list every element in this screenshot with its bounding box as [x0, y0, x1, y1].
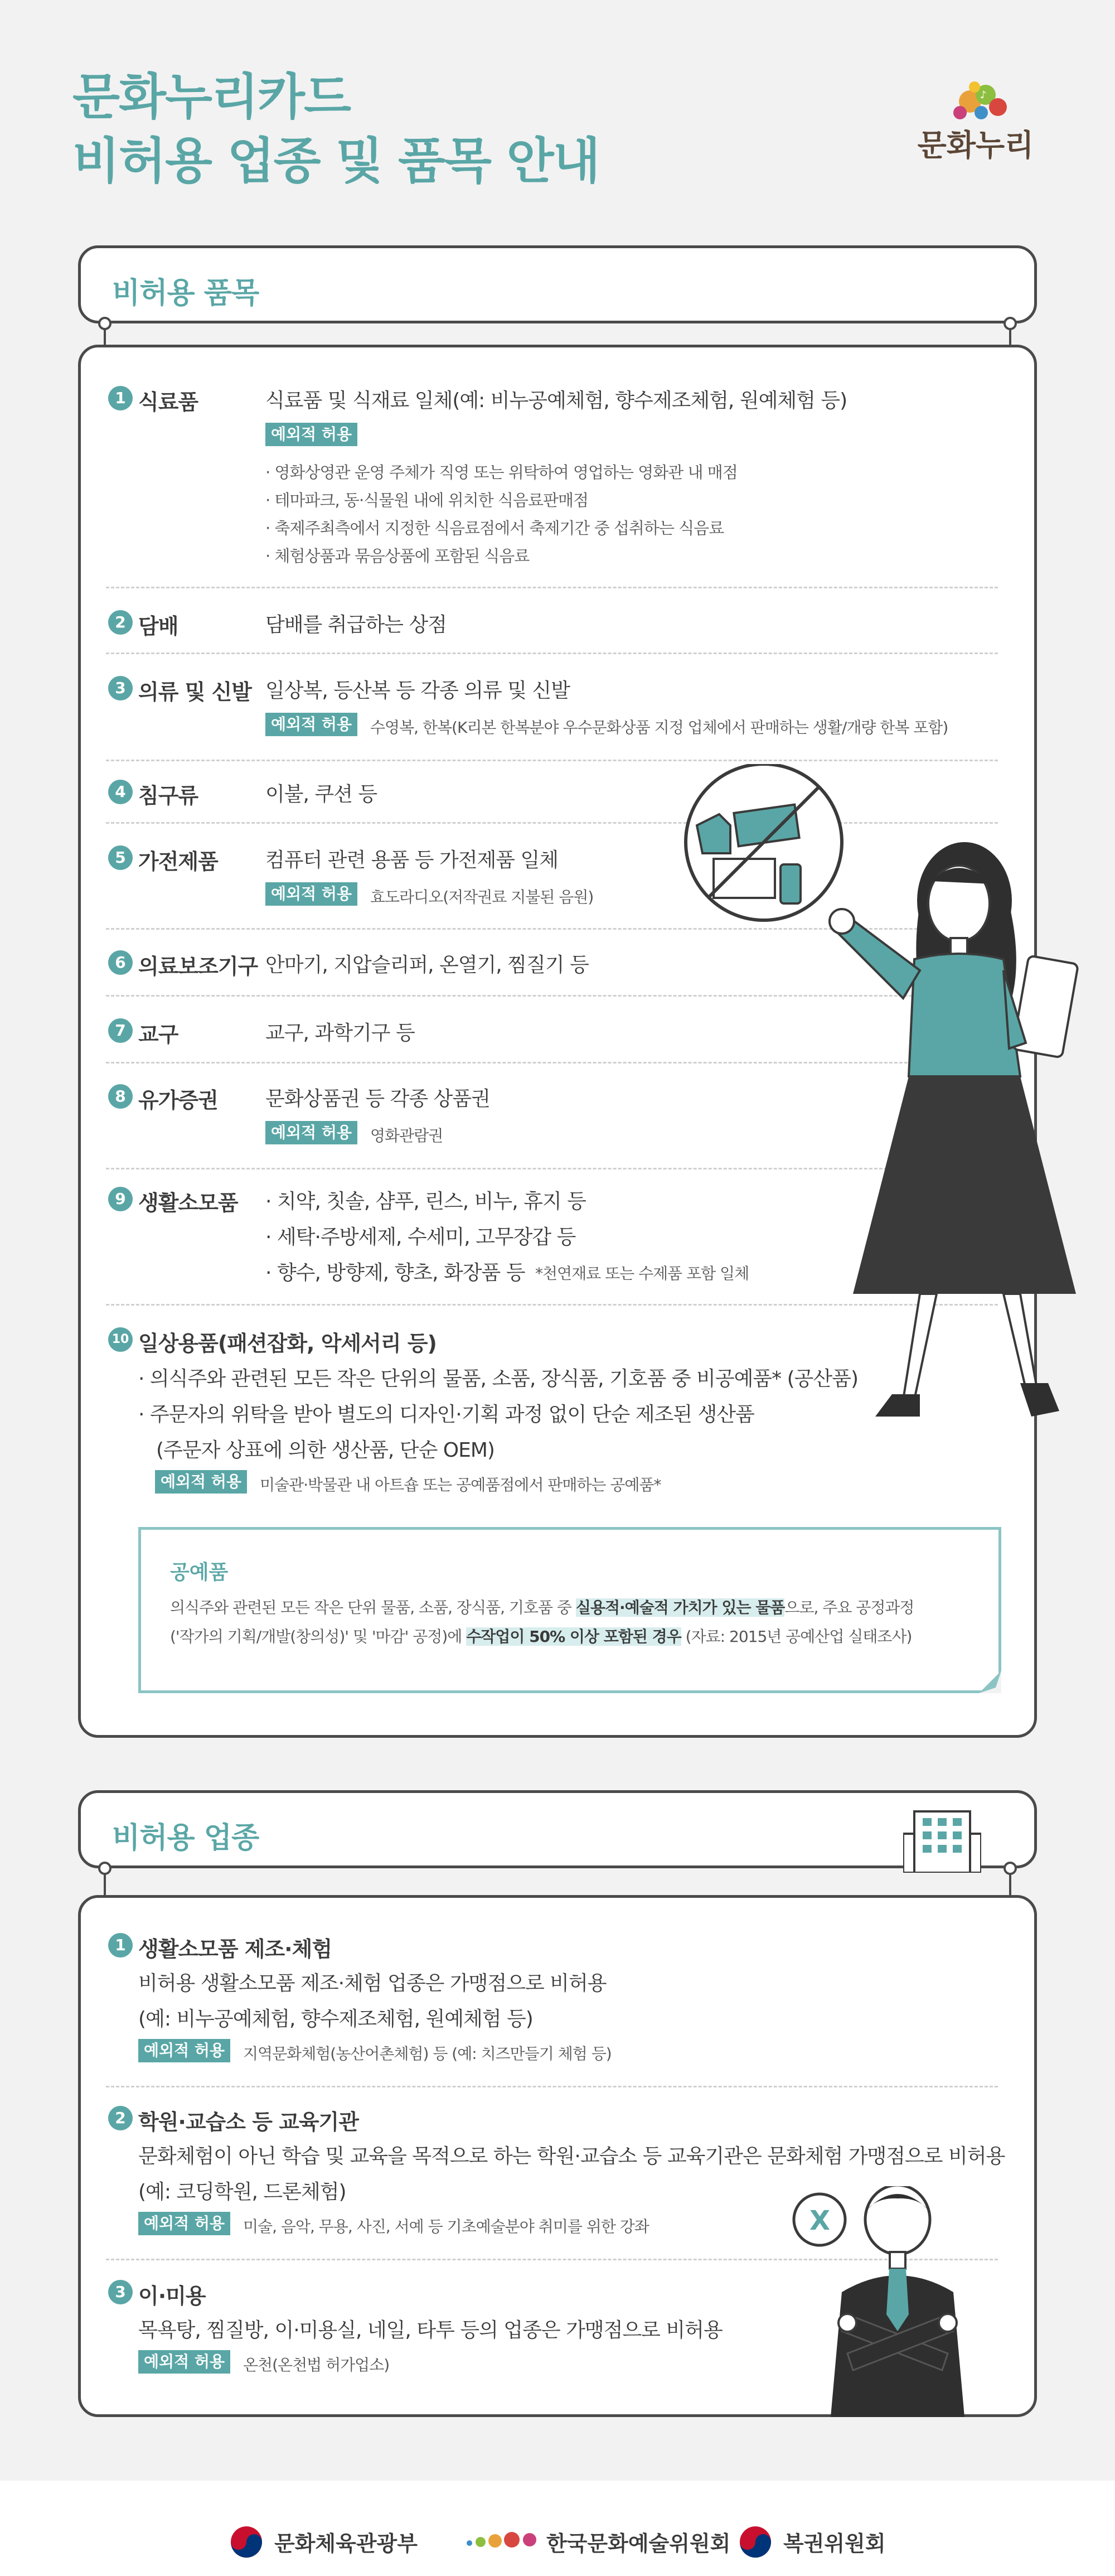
- business-label: 학원·교습소 등 교육기관: [138, 2110, 358, 2134]
- exception-tag: 예외적 허용: [155, 1470, 247, 1494]
- row-number-badge: 1: [108, 386, 133, 410]
- note-line-2: ('작가의 기획/개발(창의성)' 및 '마감' 공정)에 수작업이 50% 이상 포함된 경우 (자료: 2015년 공예산업 실태조사): [170, 1627, 912, 1646]
- page-title-line1: 문화누리카드: [72, 68, 351, 125]
- row-number-badge: 6: [108, 950, 133, 975]
- business-label: 이·미용: [138, 2284, 206, 2308]
- footer-org-mcst: 문화체육관광부: [274, 2531, 418, 2556]
- item-label: 의류 및 신발: [138, 680, 251, 704]
- business-label: 생활소모품 제조·체험: [138, 1937, 332, 1961]
- row-divider: [106, 653, 998, 654]
- item-label: 의료보조기구: [138, 954, 258, 979]
- row-number-badge: 3: [108, 676, 133, 700]
- arko-logo-icon: [463, 2531, 546, 2553]
- prohibited-items-icon: [686, 764, 842, 920]
- item-line: · 주문자의 위탁을 받아 별도의 디자인·기획 과정 없이 단순 제조된 생산품: [138, 1403, 754, 1426]
- craft-definition-box: [138, 1527, 1001, 1693]
- exception-tag: 예외적 허용: [138, 2350, 230, 2374]
- row-number-badge: 5: [108, 845, 133, 870]
- business-section-banner: [78, 1790, 1037, 1868]
- woman-presenter-illustration: [669, 764, 1104, 1478]
- row-number-badge: 9: [108, 1187, 133, 1211]
- exception-text: 효도라디오(저작권료 지불된 음원): [370, 888, 594, 906]
- exception-tag: 예외적 허용: [265, 882, 357, 906]
- exception-text: 미술관·박물관 내 아트숍 또는 공예품점에서 판매하는 공예품*: [260, 1476, 661, 1494]
- hanger-ring: [1004, 317, 1017, 330]
- note-title: 공예품: [170, 1561, 229, 1584]
- svg-text:♪: ♪: [980, 89, 987, 101]
- items-section-title: 비허용 품목: [112, 277, 259, 310]
- note-line-1: 의식주와 관련된 모든 작은 단위 물품, 소품, 장식품, 기호품 중 실용적·예술적 가치가 있는 물품으로, 주요 공정과정: [170, 1598, 914, 1617]
- item-label: 담배: [138, 614, 178, 639]
- business-line: 비허용 생활소모품 제조·체험 업종은 가맹점으로 비허용: [138, 1972, 607, 1995]
- item-description: 식료품 및 식재료 일체(예: 비누공예체험, 향수제조체험, 원예체험 등): [265, 389, 847, 412]
- man-crossed-arms-illustration: [780, 2186, 992, 2417]
- taegeuk-emblem-icon: [230, 2525, 263, 2559]
- item-description: 교구, 과학기구 등: [265, 1022, 415, 1045]
- business-line: (예: 코딩학원, 드론체험): [138, 2181, 346, 2203]
- item-label: 식료품: [138, 390, 198, 414]
- exception-tag: 예외적 허용: [138, 2039, 230, 2062]
- item-line: · 세탁·주방세제, 수세미, 고무장갑 등: [265, 1226, 576, 1249]
- business-line: 목욕탕, 찜질방, 이·미용실, 네일, 타투 등의 업종은 가맹점으로 비허용: [138, 2319, 723, 2342]
- row-divider: [106, 760, 998, 761]
- page-title-line2: 비허용 업종 및 품목 안내: [72, 132, 599, 190]
- item-description: 이불, 쿠션 등: [265, 783, 377, 806]
- item-label: 생활소모품: [138, 1191, 238, 1215]
- row-number-badge: 1: [108, 1933, 133, 1958]
- note-highlight: 수작업이 50% 이상 포함된 경우: [466, 1627, 681, 1646]
- items-section-banner: [78, 245, 1037, 323]
- exception-bullet: · 테마파크, 동·식물원 내에 위치한 식음료판매점: [265, 491, 589, 510]
- exception-bullet: · 체험상품과 묶음상품에 포함된 식음료: [265, 547, 530, 566]
- folded-corner-icon: [979, 1671, 1001, 1693]
- note-highlight: 실용적·예술적 가치가 있는 물품: [575, 1598, 785, 1617]
- row-divider: [106, 587, 998, 588]
- item-note: *천연재료 또는 수제품 포함 일체: [535, 1264, 749, 1283]
- exception-text: 지역문화체험(농산어촌체험) 등 (예: 치즈만들기 체험 등): [243, 2045, 612, 2063]
- exception-tag: 예외적 허용: [265, 713, 357, 736]
- footer-org-lottery: 복권위원회: [783, 2531, 886, 2556]
- taegeuk-emblem-icon: [739, 2525, 772, 2559]
- row-number-badge: 4: [108, 780, 133, 804]
- item-line: · 치약, 칫솔, 샴푸, 린스, 비누, 휴지 등: [265, 1190, 586, 1213]
- exception-text: 온천(온천법 허가업소): [243, 2356, 390, 2374]
- item-label: 유가증권: [138, 1088, 218, 1113]
- item-line: (주문자 상표에 의한 생산품, 단순 OEM): [156, 1439, 495, 1462]
- business-line: (예: 비누공예체험, 향수제조체험, 원예체험 등): [138, 2008, 533, 2031]
- logo-flower-icon: [909, 73, 1043, 128]
- item-label: 교구: [138, 1022, 178, 1047]
- munhwanuri-logo: [909, 73, 1043, 167]
- row-number-badge: 3: [108, 2280, 133, 2304]
- item-description: 문화상품권 등 각종 상품권: [265, 1088, 490, 1110]
- logo-text: 문화누리: [917, 128, 1034, 163]
- building-icon: [903, 1800, 981, 1873]
- hanger-ring: [98, 317, 112, 330]
- row-number-badge: 10: [108, 1327, 133, 1352]
- item-description: 안마기, 지압슬리퍼, 온열기, 찜질기 등: [265, 954, 589, 977]
- item-label: 일상용품(패션잡화, 악세서리 등): [138, 1331, 437, 1356]
- item-description: 컴퓨터 관련 용품 등 가전제품 일체: [265, 849, 559, 872]
- row-number-badge: 2: [108, 610, 133, 635]
- exception-tag: 예외적 허용: [138, 2212, 230, 2235]
- row-number-badge: 2: [108, 2106, 133, 2130]
- item-label: 침구류: [138, 784, 198, 808]
- exception-tag: 예외적 허용: [265, 1121, 357, 1144]
- exception-bullet: · 영화상영관 운영 주체가 직영 또는 위탁하여 영업하는 영화관 내 매점: [265, 463, 738, 482]
- row-number-badge: 8: [108, 1084, 133, 1109]
- exception-text: 영화관람권: [370, 1127, 443, 1145]
- footer-org-arko: 한국문화예술위원회: [546, 2531, 731, 2556]
- row-number-badge: 7: [108, 1018, 133, 1043]
- exception-tag: 예외적 허용: [265, 423, 357, 446]
- item-line: · 의식주와 관련된 모든 작은 단위의 물품, 소품, 장식품, 기호품 중 비공예품* (공산품): [138, 1367, 859, 1390]
- svg-text:X: X: [809, 2205, 831, 2236]
- hanger-ring: [1004, 1862, 1017, 1875]
- hanger-ring: [98, 1862, 112, 1875]
- exception-text: 수영복, 한복(K리본 한복분야 우수문화상품 지정 업체에서 판매하는 생활/개량 한복 포함): [370, 718, 948, 737]
- exception-bullet: · 축제주최측에서 지정한 식음료점에서 축제기간 중 섭취하는 식음료: [265, 519, 724, 538]
- item-label: 가전제품: [138, 849, 218, 874]
- item-line: · 향수, 방향제, 향초, 화장품 등: [265, 1262, 525, 1284]
- business-section-title: 비허용 업종: [112, 1821, 259, 1855]
- business-line: 문화체험이 아닌 학습 및 교육을 목적으로 하는 학원·교습소 등 교육기관은 문화체험 가맹점으로 비허용: [138, 2145, 1005, 2168]
- row-divider: [106, 2086, 998, 2087]
- item-description: 일상복, 등산복 등 각종 의류 및 신발: [265, 679, 570, 702]
- exception-text: 미술, 음악, 무용, 사진, 서예 등 기초예술분야 취미를 위한 강좌: [243, 2217, 649, 2236]
- item-description: 담배를 취급하는 상점: [265, 613, 447, 636]
